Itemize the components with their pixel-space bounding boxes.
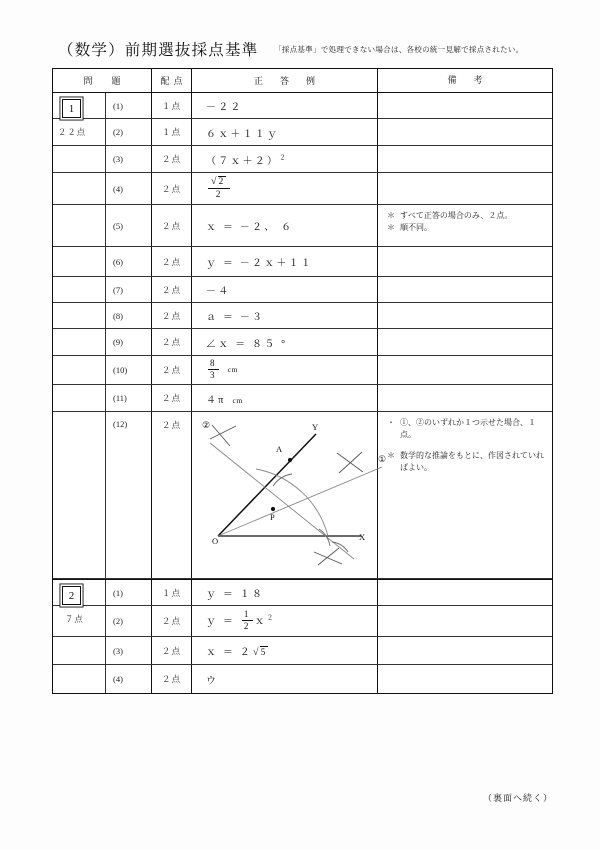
sub-item-label: (2) <box>105 119 151 145</box>
answer-lead: ｘ ＝ ２ <box>206 647 252 658</box>
remark-bullet: ＊ <box>387 211 395 220</box>
table-row <box>53 329 552 356</box>
remarks-cell <box>377 119 552 145</box>
row-points: ２点 <box>151 385 191 411</box>
group-spacer-cell <box>53 329 105 355</box>
group-spacer-cell <box>53 385 105 411</box>
table-row <box>53 665 552 693</box>
answer-cell <box>191 146 377 172</box>
row-points: ２点 <box>151 277 191 302</box>
table-header-row <box>53 69 552 93</box>
answer-text <box>206 643 270 658</box>
fraction-denominator: 3 <box>210 369 217 380</box>
answer-unit: cm <box>232 395 243 405</box>
row-points: ２点 <box>151 637 191 664</box>
remark-text: 数学的な推論をもとに、作図されていればよい。 <box>400 450 544 473</box>
group-spacer-cell <box>53 637 105 664</box>
group-number-cell <box>53 580 105 624</box>
answer-exponent: ２ <box>279 154 286 162</box>
table-row <box>53 385 552 412</box>
group-total-points: ７点 <box>65 615 84 624</box>
sqrt-radicand: 5 <box>260 647 268 657</box>
table-row <box>53 146 552 173</box>
group-spacer-cell <box>53 606 105 636</box>
diagram-label-p: P <box>270 512 275 522</box>
fraction <box>208 176 230 199</box>
sub-item-label: (1) <box>105 580 151 605</box>
sqrt-icon: √5 <box>253 647 268 658</box>
sub-item-label: (5) <box>105 205 151 246</box>
diagram-label-arc1: ① <box>378 454 387 464</box>
group-spacer-cell <box>53 412 105 578</box>
answer-base: （７ｘ＋２） <box>206 155 280 167</box>
answer-text: ｙ ＝ －２ｘ＋１１ <box>206 258 313 269</box>
answer-cell <box>191 637 377 664</box>
diagram-label-o: O <box>212 536 219 546</box>
answer-tail: ｘ <box>254 615 267 627</box>
remarks-cell <box>377 606 552 636</box>
group-number-badge: 2 <box>62 586 81 605</box>
answer-value: ４π <box>206 394 226 406</box>
row-points: ２点 <box>151 665 191 693</box>
group-spacer-cell <box>53 146 105 172</box>
diagram-label-arc2: ② <box>202 420 211 430</box>
group-spacer-cell <box>53 205 105 246</box>
answer-lead: ｙ ＝ <box>206 615 240 627</box>
remark-bullet: ＊ <box>387 223 395 233</box>
diagram-label-x: X <box>359 532 366 542</box>
answer-text <box>206 357 238 381</box>
group-number-badge: 1 <box>62 99 81 118</box>
remarks-cell <box>377 146 552 172</box>
answer-text <box>206 177 232 200</box>
page-title: （数学）前期選抜採点基準 <box>58 42 259 59</box>
sub-item-label: (1) <box>105 93 151 118</box>
answer-cell <box>191 119 377 145</box>
answer-cell <box>191 385 377 411</box>
diagram-label-a: A <box>276 444 283 454</box>
page-footer: （裏面へ続く） <box>482 793 553 803</box>
geometric-construction-diagram <box>192 412 387 578</box>
fraction <box>208 359 219 380</box>
diagram-label-y: Y <box>312 422 319 432</box>
row-points: １点 <box>151 580 191 605</box>
remark-bullet: ・ <box>387 418 395 427</box>
answer-cell <box>191 580 377 605</box>
answer-text: ａ ＝ －３ <box>206 312 265 323</box>
fraction-denominator: 2 <box>215 189 223 199</box>
sqrt-radicand: 2 <box>218 176 226 186</box>
answer-cell <box>191 606 377 636</box>
header-problem-cell <box>53 69 126 92</box>
sub-item-label: (4) <box>105 665 151 693</box>
group-spacer-cell <box>53 665 105 693</box>
table-row <box>53 205 552 247</box>
row-points: ２点 <box>151 329 191 355</box>
row-points: ２点 <box>151 303 191 328</box>
remark-text: ①、②のいずれか１つ示せた場合、１点。 <box>400 418 536 440</box>
answer-cell-diagram <box>191 412 387 578</box>
document-header <box>52 38 552 64</box>
remark-spacer <box>387 442 546 450</box>
answer-cell <box>191 173 377 204</box>
header-answer-label: 正 答 例 <box>191 69 377 92</box>
table-row <box>53 303 552 329</box>
table-row <box>53 119 552 146</box>
sub-item-label: (7) <box>105 277 151 302</box>
remark-text: 順不同。 <box>400 223 432 233</box>
table-row <box>53 606 552 637</box>
remark-bullet: ＊ <box>387 450 395 460</box>
fraction-denominator: 2 <box>243 620 251 631</box>
group-spacer-cell <box>53 173 105 204</box>
table-row-construction <box>53 412 552 579</box>
remarks-cell <box>377 665 552 693</box>
remarks-cell <box>377 329 552 355</box>
sub-item-label: (4) <box>105 173 151 204</box>
header-points-label: 配点 <box>151 69 191 92</box>
fraction-numerator: 8 <box>210 357 217 368</box>
sub-item-label: (10) <box>105 356 151 384</box>
sub-item-label: (2) <box>105 606 151 636</box>
sqrt-icon: √2 <box>211 176 226 187</box>
answer-cell <box>191 277 377 302</box>
row-points: １点 <box>151 119 191 145</box>
row-points: ２点 <box>151 412 191 578</box>
answer-text: ｘ ＝ －２、 ６ <box>206 222 294 233</box>
header-problem-label: 問 題 <box>83 76 126 86</box>
remark-item <box>387 222 546 234</box>
answer-cell <box>191 93 377 118</box>
scoring-table <box>52 68 553 694</box>
answer-text: ウ <box>206 675 219 687</box>
table-row <box>53 356 552 385</box>
row-points: ２点 <box>151 146 191 172</box>
answer-text: ｙ ＝ １８ <box>206 589 265 600</box>
remarks-cell <box>377 385 552 411</box>
remarks-cell <box>377 205 552 246</box>
row-points: ２点 <box>151 606 191 636</box>
table-row <box>53 247 552 277</box>
table-row <box>53 173 552 205</box>
group-total-points: ２２点 <box>58 128 87 137</box>
answer-exponent: ２ <box>266 613 274 621</box>
answer-cell <box>191 247 377 276</box>
row-points: ２点 <box>151 173 191 204</box>
fraction-numerator <box>208 176 230 189</box>
answer-text <box>206 391 243 406</box>
sub-item-label: (11) <box>105 385 151 411</box>
row-points: ２点 <box>151 356 191 384</box>
row-points: １点 <box>151 93 191 118</box>
group-spacer-cell <box>53 303 105 328</box>
fraction-numerator: 1 <box>243 608 251 619</box>
remarks-cell <box>377 637 552 664</box>
remarks-cell <box>377 173 552 204</box>
answer-text: －４ <box>206 286 231 297</box>
group-spacer-cell <box>53 119 105 145</box>
fraction <box>242 610 253 631</box>
answer-text: －２２ <box>206 102 243 113</box>
answer-text: ６ｘ＋１１ｙ <box>206 128 280 140</box>
answer-cell <box>191 665 377 693</box>
remark-text: すべて正答の場合のみ、２点。 <box>400 211 513 220</box>
row-points: ２点 <box>151 247 191 276</box>
remarks-cell <box>377 303 552 328</box>
group-spacer-cell <box>53 277 105 302</box>
remark-item <box>387 417 546 442</box>
answer-text: ∠ｘ ＝ ８５ ° <box>206 338 288 350</box>
sub-item-label: (3) <box>105 637 151 664</box>
remarks-cell <box>377 356 552 384</box>
answer-text <box>206 608 274 632</box>
sub-item-label: (12) <box>105 412 151 578</box>
remark-item <box>387 450 546 475</box>
table-row <box>53 637 552 665</box>
remarks-cell <box>377 580 552 605</box>
header-remarks-label: 備 考 <box>377 69 552 92</box>
scoring-note: 「採点基準」で処理できない場合は、各校の統一見解で採点されたい。 <box>274 45 524 54</box>
answer-cell <box>191 356 377 384</box>
remarks-cell <box>377 93 552 118</box>
answer-cell <box>191 303 377 328</box>
sub-item-label: (6) <box>105 247 151 276</box>
answer-text <box>206 152 286 167</box>
group-spacer-cell <box>53 247 105 276</box>
table-row <box>53 277 552 303</box>
group-spacer-cell <box>53 356 105 384</box>
sub-item-label: (9) <box>105 329 151 355</box>
group-number-cell <box>53 93 105 137</box>
answer-cell <box>191 205 377 246</box>
remarks-cell <box>377 247 552 276</box>
answer-unit: cm <box>227 365 238 375</box>
remark-item <box>387 210 546 222</box>
sub-item-label: (3) <box>105 146 151 172</box>
row-points: ２点 <box>151 205 191 246</box>
answer-cell <box>191 329 377 355</box>
sub-item-label: (8) <box>105 303 151 328</box>
remarks-cell <box>377 277 552 302</box>
